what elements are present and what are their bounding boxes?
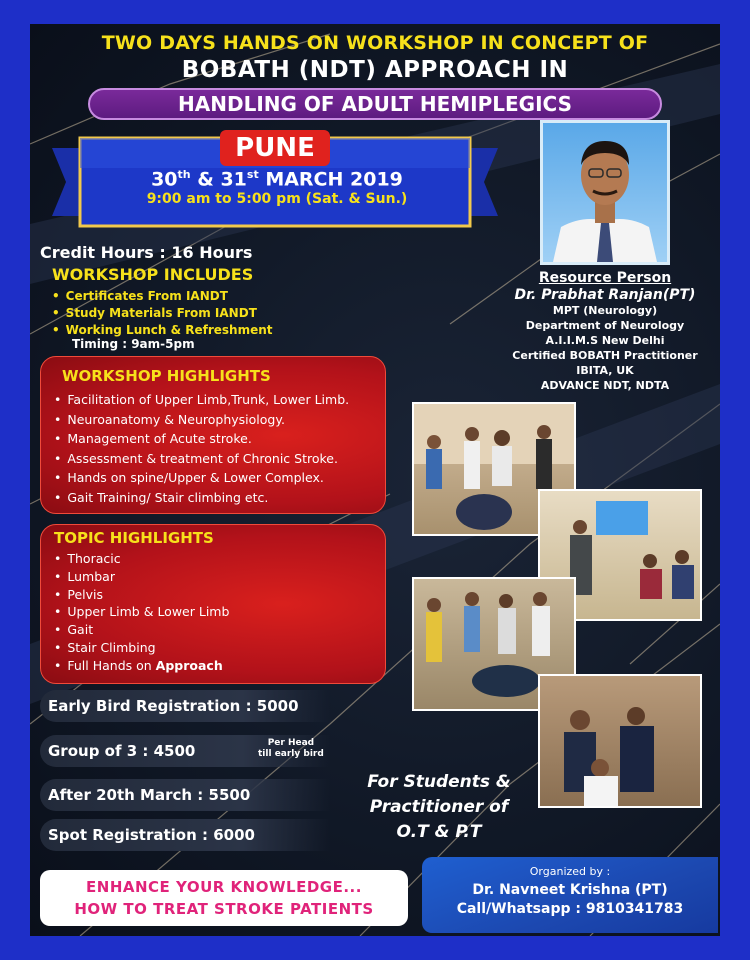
credential-line: Department of Neurology [525,319,685,332]
credential-line: A.I.I.M.S New Delhi [545,334,665,347]
list-item: • Study Materials From IANDT [52,305,273,322]
organizer-label: Organized by : [529,865,611,878]
credential-line: ADVANCE NDT, NDTA [540,379,670,392]
resource-person-info [485,270,720,393]
credential-line: MPT (Neurology) [552,304,658,317]
topic-highlights-list [54,550,229,675]
list-item: • Gait [54,621,229,639]
resource-person-label: Resource Person [538,270,672,286]
workshop-includes-list [52,288,273,339]
list-item: • Thoracic [54,550,229,568]
list-item: • Management of Acute stroke. [54,429,349,449]
list-item: • Assessment & treatment of Chronic Stroke. [54,449,349,469]
list-item: • Pelvis [54,586,229,604]
poster-frame [30,24,720,936]
audience-text: For Students & Practitioner of O.T & P.T [367,772,511,842]
workshop-includes-title: WORKSHOP INCLUDES [52,265,254,284]
organizer-phone: Call/Whatsapp : 9810341783 [456,901,684,917]
organizer-box [422,857,718,933]
list-item: • Hands on spine/Upper & Lower Complex. [54,468,349,488]
price-after-20th: After 20th March : 5500 [40,779,330,811]
list-item: • Lumbar [54,568,229,586]
resource-person-name: Dr. Prabhat Ranjan(PT) [514,287,696,303]
list-item: • Certificates From IANDT [52,288,273,305]
list-item: • Facilitation of Upper Limb,Trunk, Lower Limb. [54,390,349,410]
credit-hours: Credit Hours : 16 Hours [40,243,253,262]
price-spot: Spot Registration : 6000 [40,819,330,851]
list-item: • Upper Limb & Lower Limb [54,603,229,621]
resource-person-photo [540,120,670,265]
header-line-2: BOBATH (NDT) APPROACH IN [181,57,569,83]
list-item: • Stair Climbing [54,639,229,657]
topic-highlights-title: TOPIC HIGHLIGHTS [54,529,214,547]
enhance-knowledge-banner: ENHANCE YOUR KNOWLEDGE... HOW TO TREAT STROKE PATIENTS [40,870,408,926]
list-item: • Neuroanatomy & Neurophysiology. [54,410,349,430]
header-line-3: HANDLING OF ADULT HEMIPLEGICS [88,88,662,120]
credential-line: Certified BOBATH Practitioner [512,349,698,362]
price-group: Group of 3 : 4500 Per Head till early bird [40,735,330,767]
list-item: • Gait Training/ Stair climbing etc. [54,488,349,508]
list-item: • Full Hands on Approach [54,657,229,675]
workshop-photo-4 [538,674,702,808]
workshop-highlights-title: WORKSHOP HIGHLIGHTS [62,367,271,385]
city-badge: PUNE [220,130,330,166]
price-early-bird: Early Bird Registration : 5000 [40,690,330,722]
event-dates: 30th & 31st MARCH 2019 [151,168,403,191]
workshop-highlights-list [54,390,349,507]
organizer-name: Dr. Navneet Krishna (PT) [472,882,668,898]
event-time: 9:00 am to 5:00 pm (Sat. & Sun.) [146,191,408,207]
timing-text: Timing : 9am-5pm [72,337,195,351]
credential-line: IBITA, UK [576,364,634,377]
group-price-note: Per Head till early bird [258,738,324,759]
list-item: • Working Lunch & Refreshment [52,322,273,339]
header-line-1: TWO DAYS HANDS ON WORKSHOP IN CONCEPT OF [101,32,649,54]
